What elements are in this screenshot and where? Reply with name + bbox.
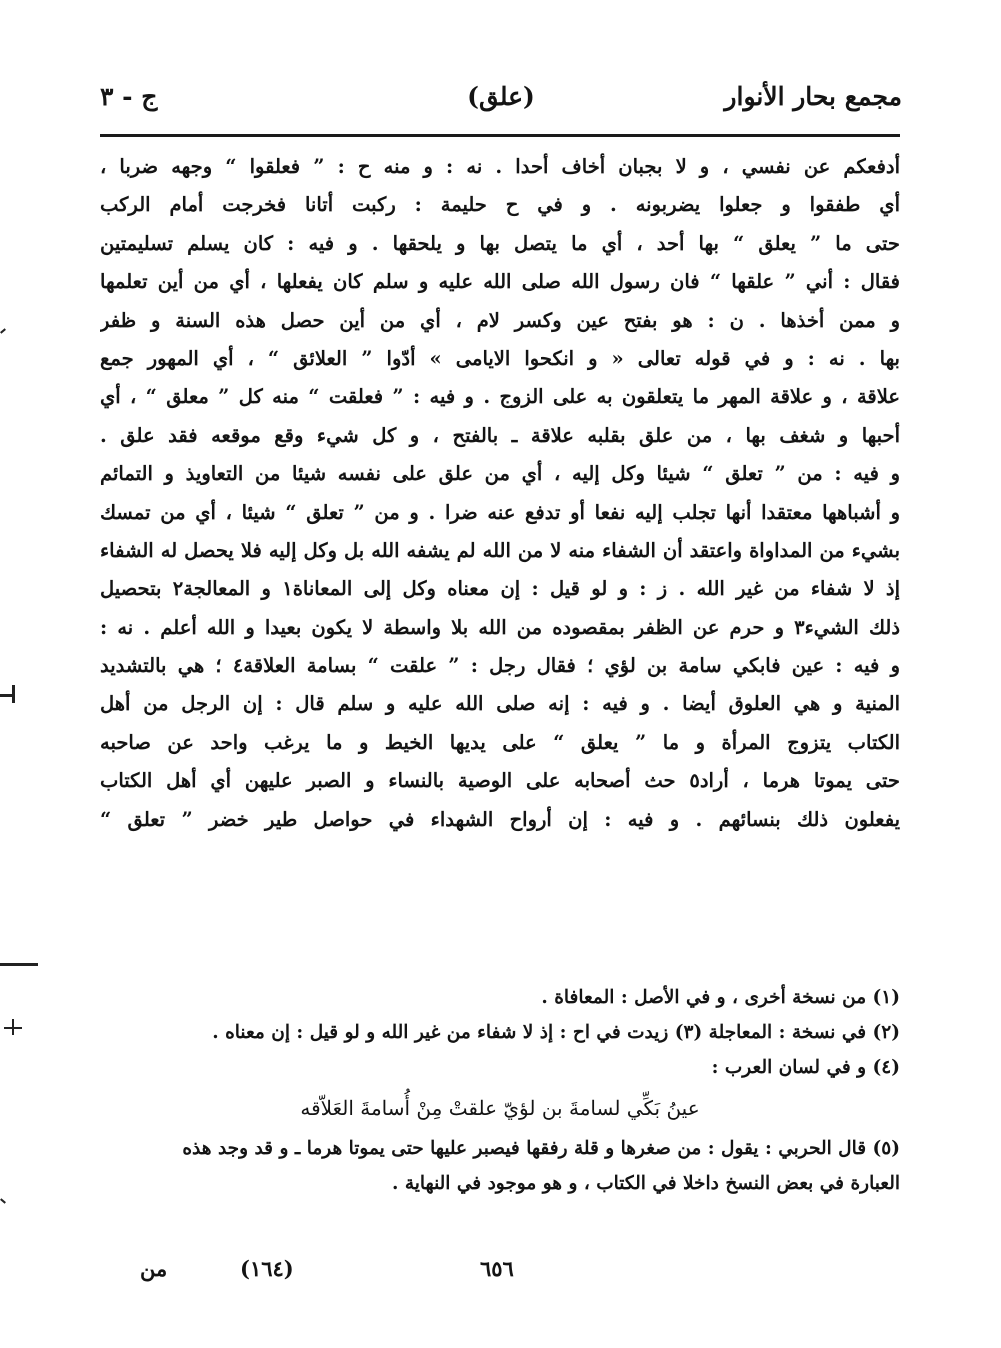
main-text [100,148,900,839]
text-line: و ممن أخذها . ن : هو بفتح عين وكسر لام ، أي من أين حصل هذه السنة و ظفر [100,308,900,332]
footnote-2-3: (٢) في نسخة : المعاجلة (٣) زيدت في اح : إذ لا شفاء من غير الله و لو قيل : إن معناه . [212,1022,900,1043]
text-line: و فيه : من ” تعلق “ شيئا وكل إليه ، أي من علق على نفسه شيئا من التعاويذ و التمائم [100,462,900,486]
page-footer [100,1256,902,1296]
text-line: حتى ما ” يعلق “ بها أحد ، أي ما يتصل بها و يلحقها . و فيه : كان يسلم تسليمتين [100,231,900,255]
book-title: مجمع بحار الأنوار [724,82,902,111]
running-header [100,82,902,126]
text-line: ذلك الشيء٣ و حرم عن الظفر بمقصوده من الله بلا واسطة لا يكون بعيدا و الله أعلم . نه : [100,615,900,639]
margin-mark [0,963,38,966]
signature-mark: (١٦٤) [240,1256,294,1281]
header-rule [100,134,900,137]
text-line: و فيه : عين فابكي سامة بن لؤي ؛ فقال رجل : ” علقت “ بسامة العلاقة٤ ؛ هي بالتشديد [100,654,900,678]
text-line: فقال : أني ” علقها “ فان رسول الله صلى الله عليه و سلم كان يفعلها ، أي من أين تعلمها [100,270,900,294]
footnote-4: (٤) و في لسان العرب : [711,1057,900,1078]
margin-mark [12,685,15,703]
text-line: يفعلون ذلك بنسائهم . و فيه : إن أرواح الشهداء في حواصل طير خضر ” تعلق “ [100,807,900,831]
footnote-5-continued: العبارة في بعض النسخ داخلا في الكتاب ، و هو موجود في النهاية . [391,1173,900,1194]
text-line: حتى يموتا هرما ، أراد٥ حث أصحابه على الوصية بالنساء و الصبر عليهن أي أهل الكتاب [100,769,900,793]
margin-mark [0,1198,6,1203]
footnote-1: (١) من نسخة أخرى ، و في الأصل : المعافاة . [541,987,900,1008]
entry-heading: (علق) [467,82,535,111]
text-line: المنية و هي العلوق أيضا . و فيه : إنه صلى الله عليه و سلم قال : إن الرجل من أهل [100,692,900,716]
text-line: بشيء من المداواة واعتقد أن الشفاء منه لا من الله لم يشفه الله بل وكل إليه فلا يحصل له الشفاء [100,538,900,562]
footnotes [100,980,900,1201]
text-line: أحبها و شغف بها ، من علق بقلبه علاقة ـ بالفتح ، و كل شيء وقع موقعه فقد علق . [100,423,900,447]
margin-mark [0,328,6,333]
volume-number: ج - ٣ [100,82,158,111]
margin-mark [12,1019,14,1035]
text-line: علاقة ، و علاقة المهر ما يتعلقون به على الزوج . و فيه : ” فعلقت “ منه كل ” معلق “ ، أي [100,385,900,409]
text-line: أدفعكم عن نفسي ، و لا بجبان أخاف أحدا . نه : و منه ح : ” فعلقوا “ وجهه ضربا ، [100,155,900,178]
poetry-verse: عينُ بَكِّي لسامةَ بن لؤيّ علقتْ مِنْ أُسامةَ العَلاّقه [300,1096,700,1120]
text-line: بها . نه : و في قوله تعالى « و انكحوا الايامى » أدّوا ” العلائق “ ، أي المهور جمع [100,346,900,370]
page-number: ٦٥٦ [480,1256,514,1281]
catchword: من [140,1256,168,1281]
text-line: إذ لا شفاء من غير الله . ز : و لو قيل : إن معناه وكل إلى المعاناة١ و المعالجة٢ بتحصيل [100,577,900,601]
text-line: الكتاب يتزوج المرأة و ما ” يعلق “ على يديها الخيط و ما يرغب واحد عن صاحبه [100,730,900,754]
text-line: أي طفقوا و جعلوا يضربونه . و في ح حليمة : ركبت أتانا فخرجت أمام الركب [100,193,900,217]
text-line: و أشباهها معتقدا أنها تجلب إليه نفعا أو تدفع عنه ضرا . و من ” تعلق “ شيئا ، أي من تمسك [100,500,900,524]
footnote-5: (٥) قال الحربي : يقول : من صغرها و قلة رفقها فيصبر عليها حتى يموتا هرما ـ و قد وجد هذه [182,1138,900,1159]
